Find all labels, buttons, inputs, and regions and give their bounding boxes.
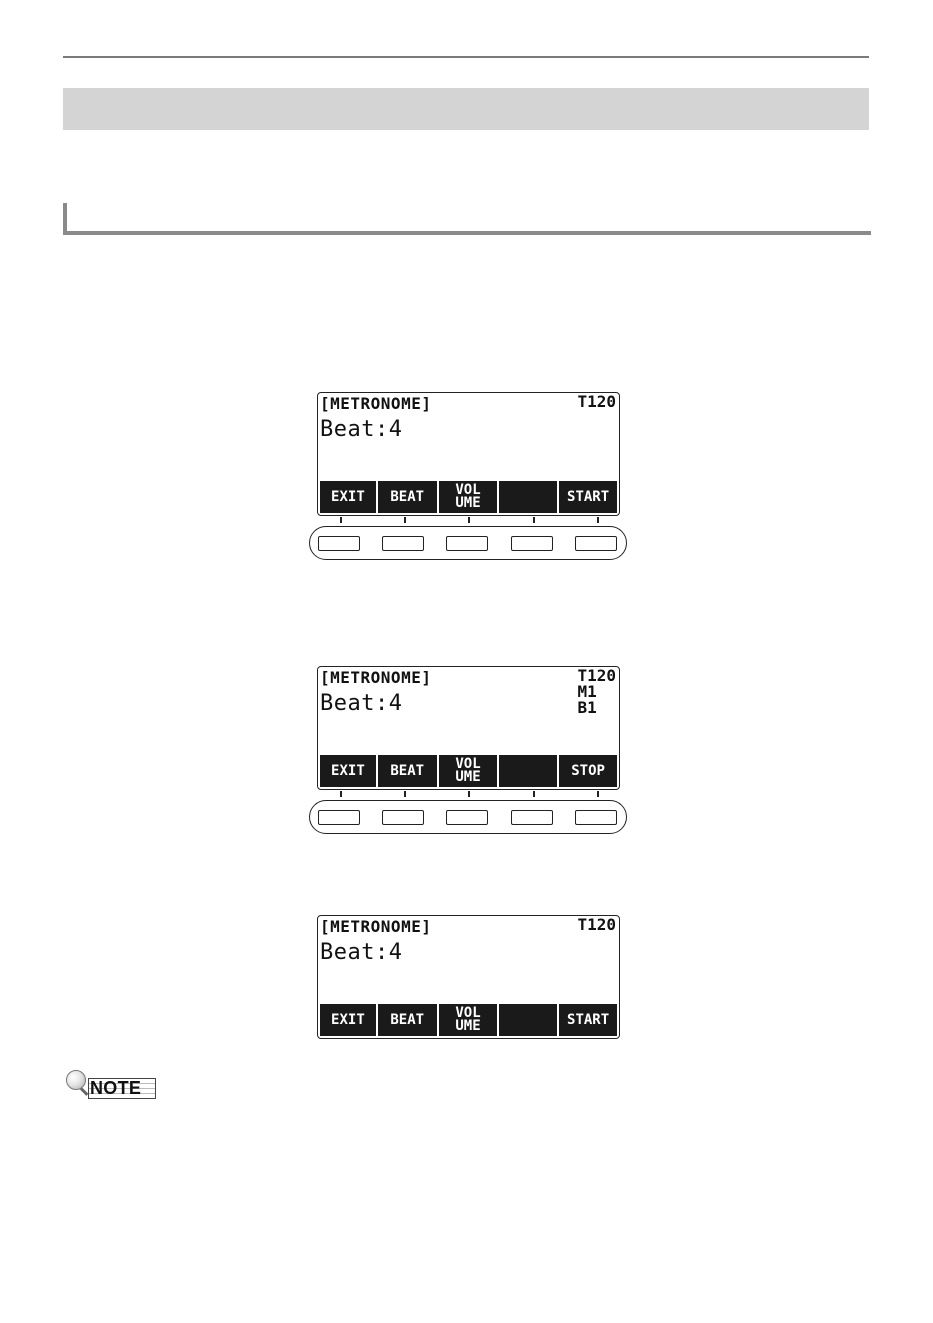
hardware-button-4[interactable] (511, 536, 553, 551)
softkey-volume: VOL UME (439, 755, 498, 787)
lcd-softkey-row (320, 1004, 617, 1036)
softkey-start: START (559, 481, 617, 513)
hardware-button-4[interactable] (511, 810, 553, 825)
hardware-button-5[interactable] (575, 536, 617, 551)
lcd-header: [METRONOME] (320, 668, 432, 687)
section-heading-bar (63, 203, 871, 235)
title-bar (63, 88, 869, 130)
softkey-exit: EXIT (320, 481, 376, 513)
lcd-tempo (577, 917, 616, 933)
softkey-exit: EXIT (320, 755, 376, 787)
hardware-button-3[interactable] (446, 536, 488, 551)
lcd-header: [METRONOME] (320, 394, 432, 413)
section-heading-underline (63, 231, 871, 235)
magnifier-icon (66, 1070, 86, 1090)
softkey-beat: BEAT (378, 1004, 437, 1036)
button-strip-1 (309, 526, 627, 560)
hardware-button-5[interactable] (575, 810, 617, 825)
lcd-beat: Beat:4 (320, 417, 403, 442)
lcd-softkey-row (320, 481, 617, 513)
lcd-tempo (577, 394, 616, 410)
lcd-tempo (577, 668, 616, 716)
hardware-button-1[interactable] (318, 810, 360, 825)
lcd-beat: Beat:4 (320, 940, 403, 965)
softkey-volume: VOL UME (439, 1004, 498, 1036)
softkey-start: START (559, 1004, 617, 1036)
note-badge (66, 1070, 156, 1100)
lcd-beat: Beat:4 (320, 691, 403, 716)
softkey-volume: VOL UME (439, 481, 498, 513)
button-strip-2 (309, 800, 627, 834)
note-label: NOTE (90, 1078, 142, 1098)
hardware-button-2[interactable] (382, 810, 424, 825)
hardware-button-1[interactable] (318, 536, 360, 551)
lcd-tempo-line: T120 (577, 392, 616, 411)
lcd-display-3 (317, 915, 620, 1039)
button-ticks-1 (317, 517, 620, 525)
softkey-beat: BEAT (378, 481, 437, 513)
softkey-exit: EXIT (320, 1004, 376, 1036)
softkey-blank (499, 755, 557, 787)
lcd-tempo-line: T120 (577, 666, 616, 685)
top-rule (63, 56, 869, 58)
softkey-beat: BEAT (378, 755, 437, 787)
softkey-blank (499, 481, 557, 513)
lcd-beat-count-line: B1 (577, 698, 597, 717)
softkey-blank (499, 1004, 557, 1036)
lcd-measure-line: M1 (577, 682, 597, 701)
softkey-stop: STOP (559, 755, 617, 787)
button-ticks-2 (317, 791, 620, 799)
lcd-header: [METRONOME] (320, 917, 432, 936)
lcd-display-1 (317, 392, 620, 516)
lcd-display-2 (317, 666, 620, 790)
lcd-tempo-line: T120 (577, 915, 616, 934)
hardware-button-3[interactable] (446, 810, 488, 825)
hardware-button-2[interactable] (382, 536, 424, 551)
lcd-softkey-row (320, 755, 617, 787)
